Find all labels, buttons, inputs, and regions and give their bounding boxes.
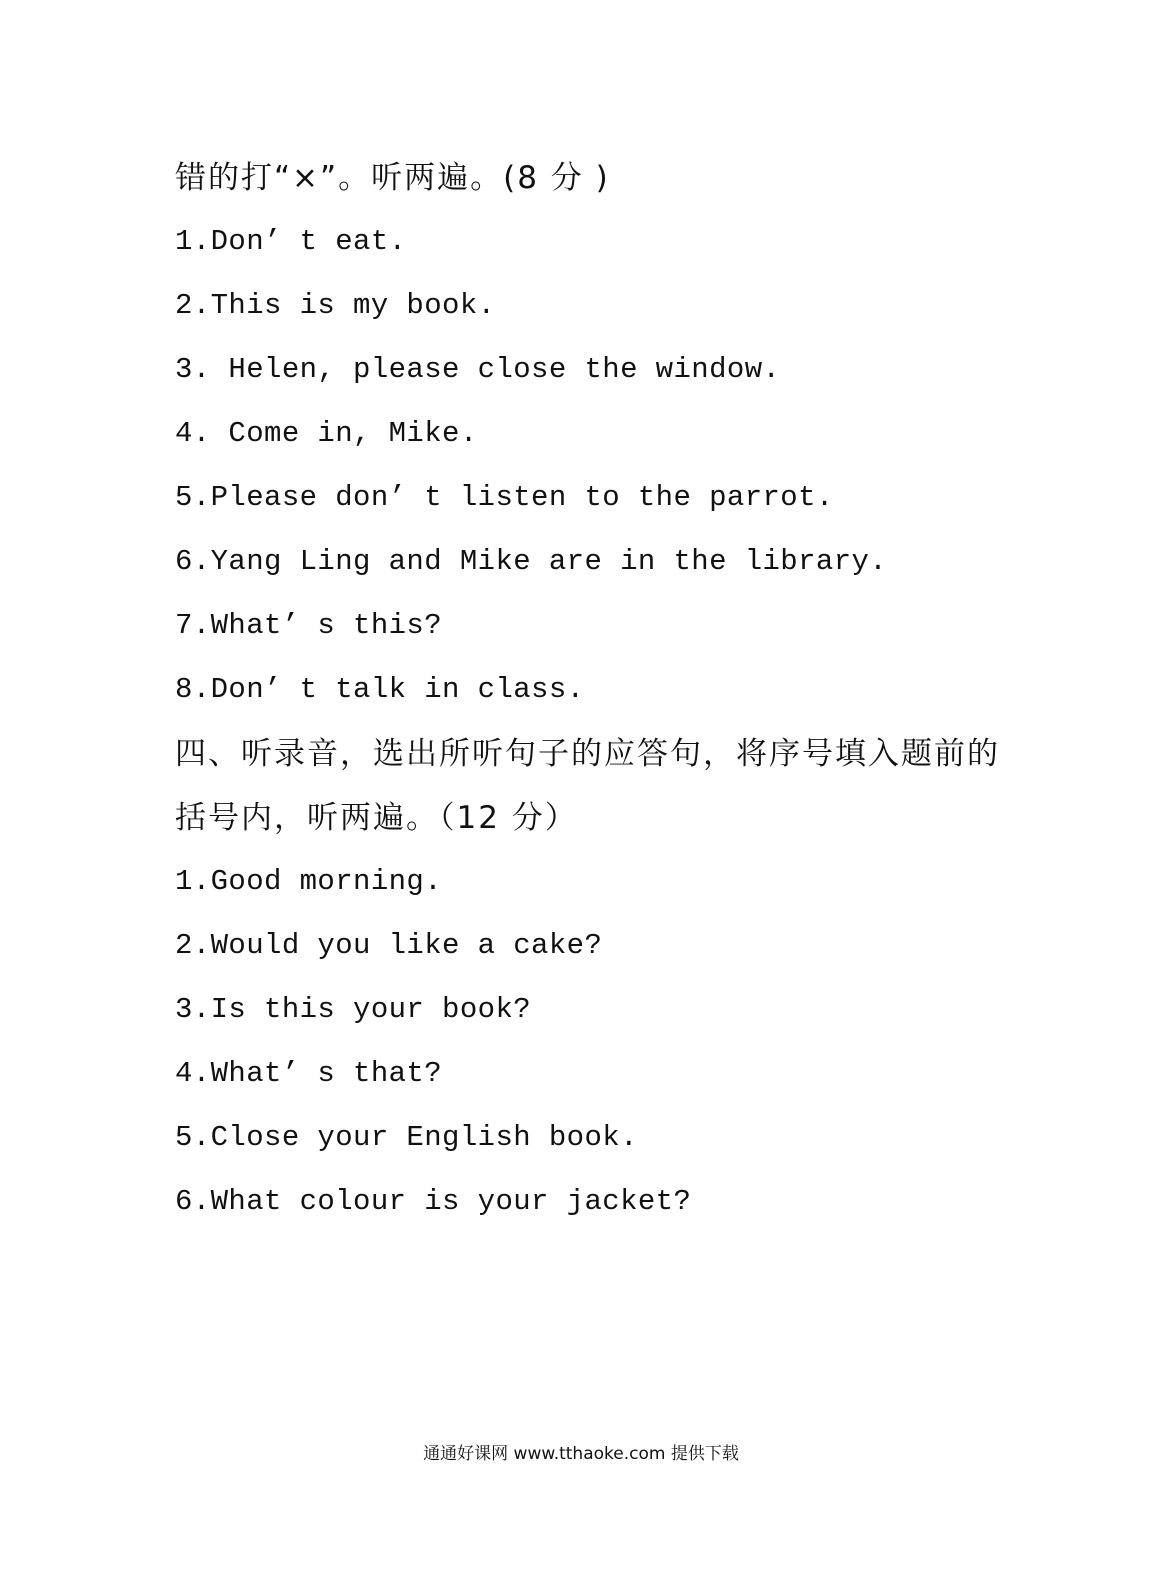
section3-item-5: 5.Please don’ t listen to the parrot. (175, 481, 834, 514)
section3-item-7: 7.What’ s this? (175, 609, 443, 642)
section4-item-6: 6.What colour is your jacket? (175, 1185, 692, 1218)
section4-item-1: 1.Good morning. (175, 865, 443, 898)
section4-item-5: 5.Close your English book. (175, 1121, 638, 1154)
section3-item-3: 3. Helen, please close the window. (175, 353, 781, 386)
section3-item-1: 1.Don’ t eat. (175, 225, 407, 258)
section3-item-6: 6.Yang Ling and Mike are in the library. (175, 545, 888, 578)
section4-item-4: 4.What’ s that? (175, 1057, 443, 1090)
section4-heading-line-1: 四、听录音，选出所听句子的应答句，将序号填入题前的 (175, 736, 1000, 772)
section3-instruction-tail: 错的打“×”。听两遍。(8 分 ) (175, 160, 610, 196)
section4-heading-line-2: 括号内，听两遍。（12 分） (175, 800, 578, 836)
section4-item-2: 2.Would you like a cake? (175, 929, 603, 962)
section3-item-2: 2.This is my book. (175, 289, 496, 322)
page-footer: 通通好课网 www.tthaoke.com 提供下载 (423, 1444, 739, 1464)
section3-item-4: 4. Come in, Mike. (175, 417, 478, 450)
section3-item-8: 8.Don’ t talk in class. (175, 673, 585, 706)
section4-item-3: 3.Is this your book? (175, 993, 532, 1026)
